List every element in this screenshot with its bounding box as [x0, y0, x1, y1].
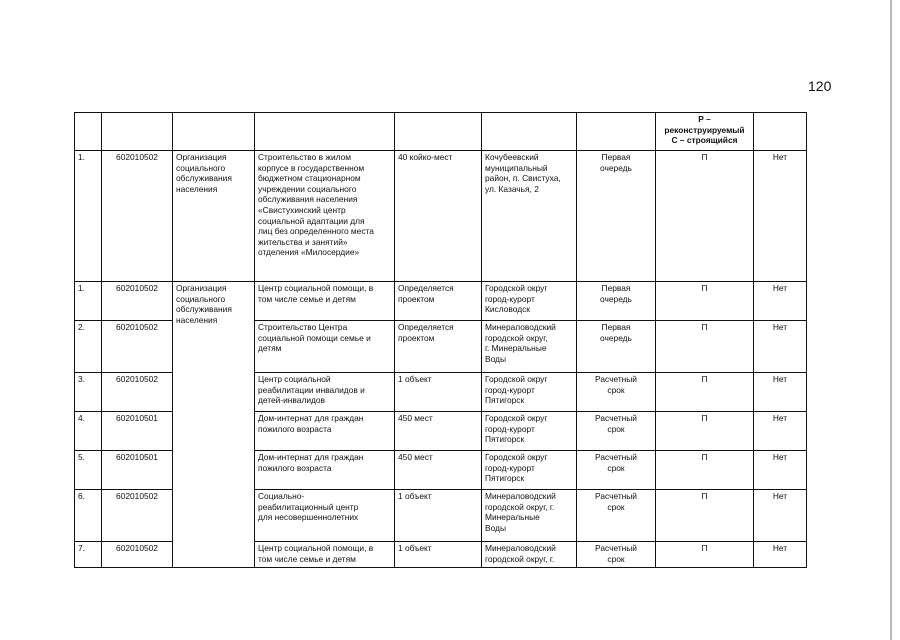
row-capacity: 40 койко-мест: [398, 152, 453, 162]
header-cell-status-legend: [656, 113, 754, 151]
row-stage: Расчетный срок: [595, 452, 637, 473]
row-stage: Первая очередь: [600, 283, 632, 304]
cell-status: [656, 490, 754, 542]
cell-location: [482, 542, 577, 568]
row-extra: Нет: [772, 283, 788, 293]
cell-number: [75, 451, 102, 490]
cell-status: [656, 542, 754, 568]
cell-stage: [577, 321, 656, 373]
row-number: 2.: [78, 322, 85, 332]
cell-extra: [754, 451, 807, 490]
row-object-name: Центр социальной помощи, в том числе семье и детям: [258, 283, 374, 304]
row-location: Минераловодский городской округ, г. Минеральные Воды: [485, 322, 556, 364]
cell-status: [656, 151, 754, 282]
header-cell: [754, 113, 807, 151]
cell-stage: [577, 412, 656, 451]
row-status: П: [701, 322, 708, 332]
cell-status: [656, 412, 754, 451]
row-stage: Первая очередь: [600, 152, 632, 173]
cell-capacity: [395, 151, 482, 282]
row-object-name: Центр социальной помощи, в том числе семье и детям: [258, 543, 374, 564]
page-edge-rule: [890, 0, 892, 640]
row-code: 602010502: [116, 374, 158, 384]
cell-number: [75, 490, 102, 542]
table-row: [75, 151, 807, 282]
cell-code: [102, 490, 173, 542]
cell-status: [656, 321, 754, 373]
facilities-table: [74, 112, 807, 568]
cell-stage: [577, 542, 656, 568]
row-object-name: Дом-интернат для граждан пожилого возраста: [258, 452, 364, 473]
row-capacity: Определяется проектом: [398, 283, 454, 304]
row-location: Кочубеевский муниципальный район, п. Свистуха, ул. Казачья, 2: [485, 152, 561, 194]
cell-status: [656, 282, 754, 321]
row-stage: Расчетный срок: [595, 374, 637, 395]
cell-extra: [754, 490, 807, 542]
cell-object-name: [255, 451, 395, 490]
cell-number: [75, 373, 102, 412]
page-number: 120: [808, 78, 832, 94]
cell-location: [482, 490, 577, 542]
row-capacity: 1 объект: [398, 374, 432, 384]
row-code: 602010502: [116, 322, 158, 332]
row-code: 602010502: [116, 491, 158, 501]
cell-extra: [754, 151, 807, 282]
cell-stage: [577, 490, 656, 542]
row-status: П: [701, 152, 708, 162]
row-number: 5.: [78, 452, 85, 462]
cell-code: [102, 412, 173, 451]
cell-object-name: [255, 412, 395, 451]
row-location: Городской округ город-курорт Пятигорск: [485, 452, 548, 484]
row-status: П: [701, 452, 708, 462]
status-legend-text: Р – реконструируемый С – строящийся: [664, 114, 745, 146]
cell-object-name: [255, 490, 395, 542]
cell-number: [75, 282, 102, 321]
row-location: Минераловодский городской округ, г. Минеральные Воды: [485, 491, 556, 533]
cell-organization: [173, 282, 255, 568]
cell-extra: [754, 542, 807, 568]
cell-stage: [577, 282, 656, 321]
cell-capacity: [395, 282, 482, 321]
row-capacity: 450 мест: [398, 452, 433, 462]
cell-extra: [754, 412, 807, 451]
row-extra: Нет: [772, 452, 788, 462]
cell-object-name: [255, 373, 395, 412]
row-location: Минераловодский городской округ, г.: [485, 543, 556, 564]
row-status: П: [701, 491, 708, 501]
row-number: 1.: [78, 152, 85, 162]
cell-capacity: [395, 373, 482, 412]
cell-object-name: [255, 321, 395, 373]
row-number: 6.: [78, 491, 85, 501]
cell-stage: [577, 151, 656, 282]
cell-code: [102, 451, 173, 490]
row-code: 602010502: [116, 283, 158, 293]
cell-extra: [754, 282, 807, 321]
row-capacity: Определяется проектом: [398, 322, 454, 343]
row-organization: Организация социального обслуживания населения: [176, 283, 232, 325]
cell-status: [656, 373, 754, 412]
cell-stage: [577, 373, 656, 412]
cell-number: [75, 412, 102, 451]
row-object-name: Дом-интернат для граждан пожилого возраста: [258, 413, 364, 434]
cell-extra: [754, 321, 807, 373]
row-capacity: 450 мест: [398, 413, 433, 423]
cell-location: [482, 412, 577, 451]
row-organization: Организация социального обслуживания населения: [176, 152, 232, 194]
row-object-name: Социально- реабилитационный центр для несовершеннолетних: [258, 491, 359, 523]
cell-object-name: [255, 151, 395, 282]
table-row: [75, 282, 807, 321]
cell-status: [656, 451, 754, 490]
cell-capacity: [395, 490, 482, 542]
cell-code: [102, 373, 173, 412]
row-extra: Нет: [772, 374, 788, 384]
row-stage: Расчетный срок: [595, 413, 637, 434]
row-extra: Нет: [772, 152, 788, 162]
header-cell: [173, 113, 255, 151]
row-code: 602010501: [116, 452, 158, 462]
table-header-row: [75, 113, 807, 151]
row-stage: Расчетный срок: [595, 491, 637, 512]
cell-stage: [577, 451, 656, 490]
cell-object-name: [255, 542, 395, 568]
header-cell: [255, 113, 395, 151]
cell-organization: [173, 151, 255, 282]
row-extra: Нет: [772, 322, 788, 332]
cell-code: [102, 282, 173, 321]
row-capacity: 1 объект: [398, 491, 432, 501]
row-code: 602010502: [116, 543, 158, 553]
cell-capacity: [395, 542, 482, 568]
row-number: 3.: [78, 374, 85, 384]
row-extra: Нет: [772, 543, 788, 553]
cell-capacity: [395, 321, 482, 373]
cell-extra: [754, 373, 807, 412]
row-code: 602010501: [116, 413, 158, 423]
cell-location: [482, 321, 577, 373]
header-cell: [102, 113, 173, 151]
row-stage: Первая очередь: [600, 322, 632, 343]
cell-capacity: [395, 451, 482, 490]
row-location: Городской округ город-курорт Кисловодск: [485, 283, 548, 315]
cell-code: [102, 542, 173, 568]
cell-location: [482, 373, 577, 412]
row-number: 4.: [78, 413, 85, 423]
row-object-name: Строительство в жилом корпусе в государственном бюджетном стационарном учреждении социального обслуживания населения «Свистухинский центр социальной адаптации для лиц без определенного места жительства и занятий» отделения «Милосердие»: [258, 152, 374, 258]
cell-number: [75, 321, 102, 373]
row-object-name: Центр социальной реабилитации инвалидов и детей-инвалидов: [258, 374, 365, 406]
cell-location: [482, 151, 577, 282]
row-location: Городской округ город-курорт Пятигорск: [485, 374, 548, 406]
row-object-name: Строительство Центра социальной помощи семье и детям: [258, 322, 371, 354]
row-status: П: [701, 283, 708, 293]
row-number: 1.: [78, 283, 85, 293]
row-stage: Расчетный срок: [595, 543, 637, 564]
cell-code: [102, 151, 173, 282]
cell-number: [75, 151, 102, 282]
cell-capacity: [395, 412, 482, 451]
cell-number: [75, 542, 102, 568]
row-extra: Нет: [772, 413, 788, 423]
header-cell: [395, 113, 482, 151]
cell-object-name: [255, 282, 395, 321]
row-capacity: 1 объект: [398, 543, 432, 553]
row-number: 7.: [78, 543, 85, 553]
row-location: Городской округ город-курорт Пятигорск: [485, 413, 548, 445]
row-status: П: [701, 374, 708, 384]
header-cell: [75, 113, 102, 151]
row-extra: Нет: [772, 491, 788, 501]
cell-location: [482, 451, 577, 490]
cell-code: [102, 321, 173, 373]
cell-location: [482, 282, 577, 321]
row-status: П: [701, 543, 708, 553]
row-status: П: [701, 413, 708, 423]
header-cell: [577, 113, 656, 151]
header-cell: [482, 113, 577, 151]
row-code: 602010502: [116, 152, 158, 162]
